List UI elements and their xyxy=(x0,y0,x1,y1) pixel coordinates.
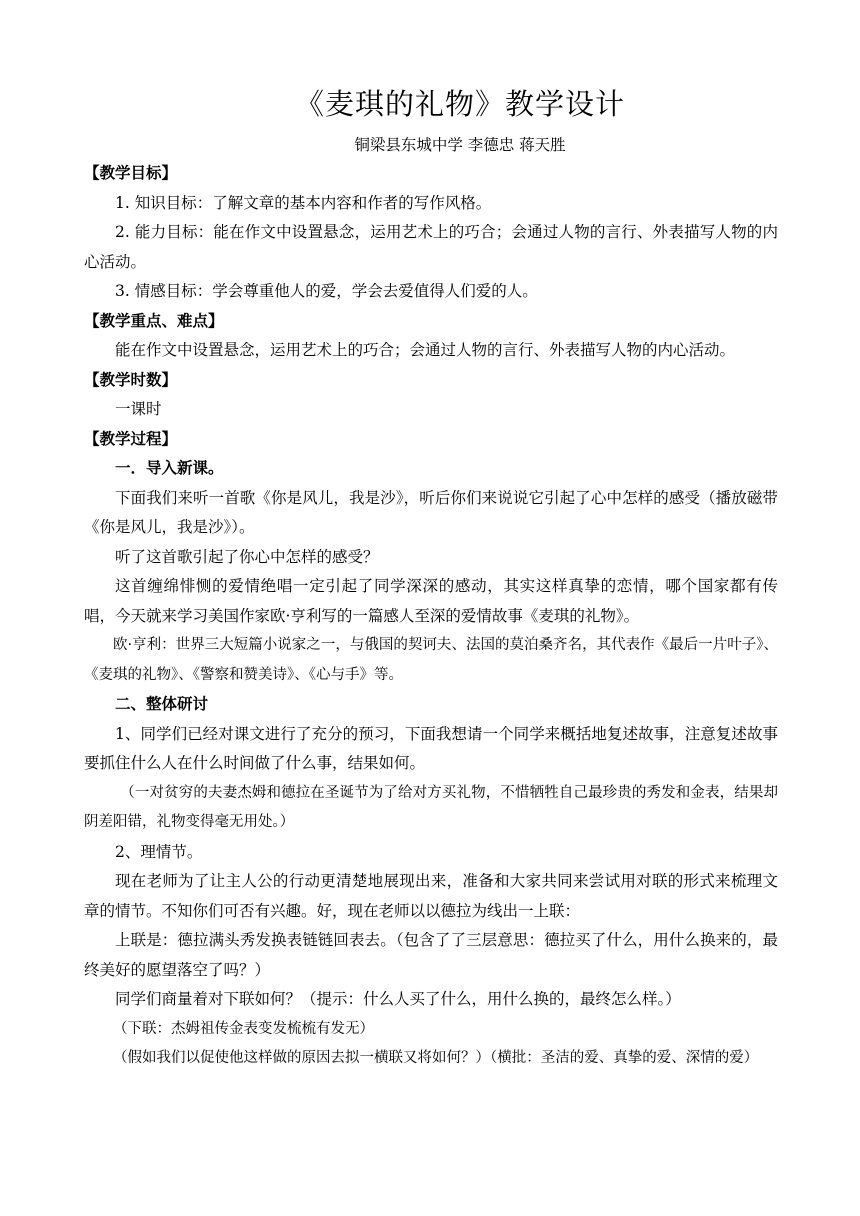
step1-paragraph: 下面我们来听一首歌《你是风儿，我是沙》，听后你们来说说它引起了心中怎样的感受（播放磁带《你是风儿，我是沙》）。 xyxy=(84,488,778,536)
document-body xyxy=(84,159,778,1074)
lower-couplet: （下联：杰姆祖传金表变发梳梳有发无） xyxy=(113,1020,374,1037)
horizontal-scroll: （假如我们以促使他这样做的原因去拟一横联又将如何？）（横批：圣洁的爱、真挚的爱、深情的爱） xyxy=(113,1050,759,1066)
goal-knowledge: 1. 知识目标：了解文章的基本内容和作者的写作风格。 xyxy=(115,193,492,212)
step2-paragraph: 现在老师为了让主人公的行动更清楚地展现出来，准备和大家共同来尝试用对联的形式来梳理文章的情节。不知你们可否有兴趣。好，现在老师以以德拉为线出一上联： xyxy=(84,872,778,920)
goal-emotion: 3. 情感目标：学会尊重他人的爱，学会去爱值得人们爱的人。 xyxy=(115,282,538,300)
goal-ability: 2. 能力目标：能在作文中设置悬念，运用艺术上的巧合；会通过人物的言行、外表描写人物的内心活动。 xyxy=(84,223,778,271)
section-heading-key-points: 【教学重点、难点】 xyxy=(84,311,224,330)
story-summary: （一对贫穷的夫妻杰姆和德拉在圣诞节为了给对方买礼物，不惜牺牲自己最珍贵的秀发和金表，结果却阴差阳错，礼物变得毫无用处。） xyxy=(84,784,778,830)
step1-paragraph: 这首缠绵悱恻的爱情绝唱一定引起了同学深深的感动，其实这样真挚的恋情，哪个国家都有传唱，今天就来学习美国作家欧·亨利写的一篇感人至深的爱情故事《麦琪的礼物》。 xyxy=(84,577,778,625)
hours-text: 一课时 xyxy=(115,400,162,418)
step2-paragraph: 1、同学们已经对课文进行了充分的预习，下面我想请一个同学来概括地复述故事，注意复述故事要抓住什么人在什么时间做了什么事，结果如何。 xyxy=(84,724,778,772)
section-heading-process: 【教学过程】 xyxy=(84,429,178,448)
step2-paragraph: 2、理情节。 xyxy=(115,842,203,861)
upper-couplet: 上联是：德拉满头秀发换表链链回表去。（包含了了三层意思：德拉买了什么，用什么换来的，最终美好的愿望落空了吗？） xyxy=(84,931,778,979)
step2-heading: 二、整体研讨 xyxy=(115,695,209,713)
document-author: 铜梁县东城中学 李德忠 蒋天胜 xyxy=(354,136,566,154)
step2-paragraph: 同学们商量着对下联如何？（提示：什么人买了什么，用什么换的，最终怎么样。） xyxy=(115,990,681,1008)
key-points-text: 能在作文中设置悬念，运用艺术上的巧合；会通过人物的言行、外表描写人物的内心活动。 xyxy=(115,341,736,359)
section-heading-hours: 【教学时数】 xyxy=(84,370,178,389)
step1-heading: 一．导入新课。 xyxy=(115,459,224,477)
section-heading-goals: 【教学目标】 xyxy=(84,164,178,182)
author-introduction: 欧·亨利：世界三大短篇小说家之一，与俄国的契诃夫、法国的莫泊桑齐名，其代表作《最后一片叶子》、《麦琪的礼物》、《警察和赞美诗》、《心与手》等。 xyxy=(84,637,778,683)
step1-paragraph: 听了这首歌引起了你心中怎样的感受？ xyxy=(115,547,379,566)
document-title: 《麦琪的礼物》教学设计 xyxy=(294,87,625,121)
